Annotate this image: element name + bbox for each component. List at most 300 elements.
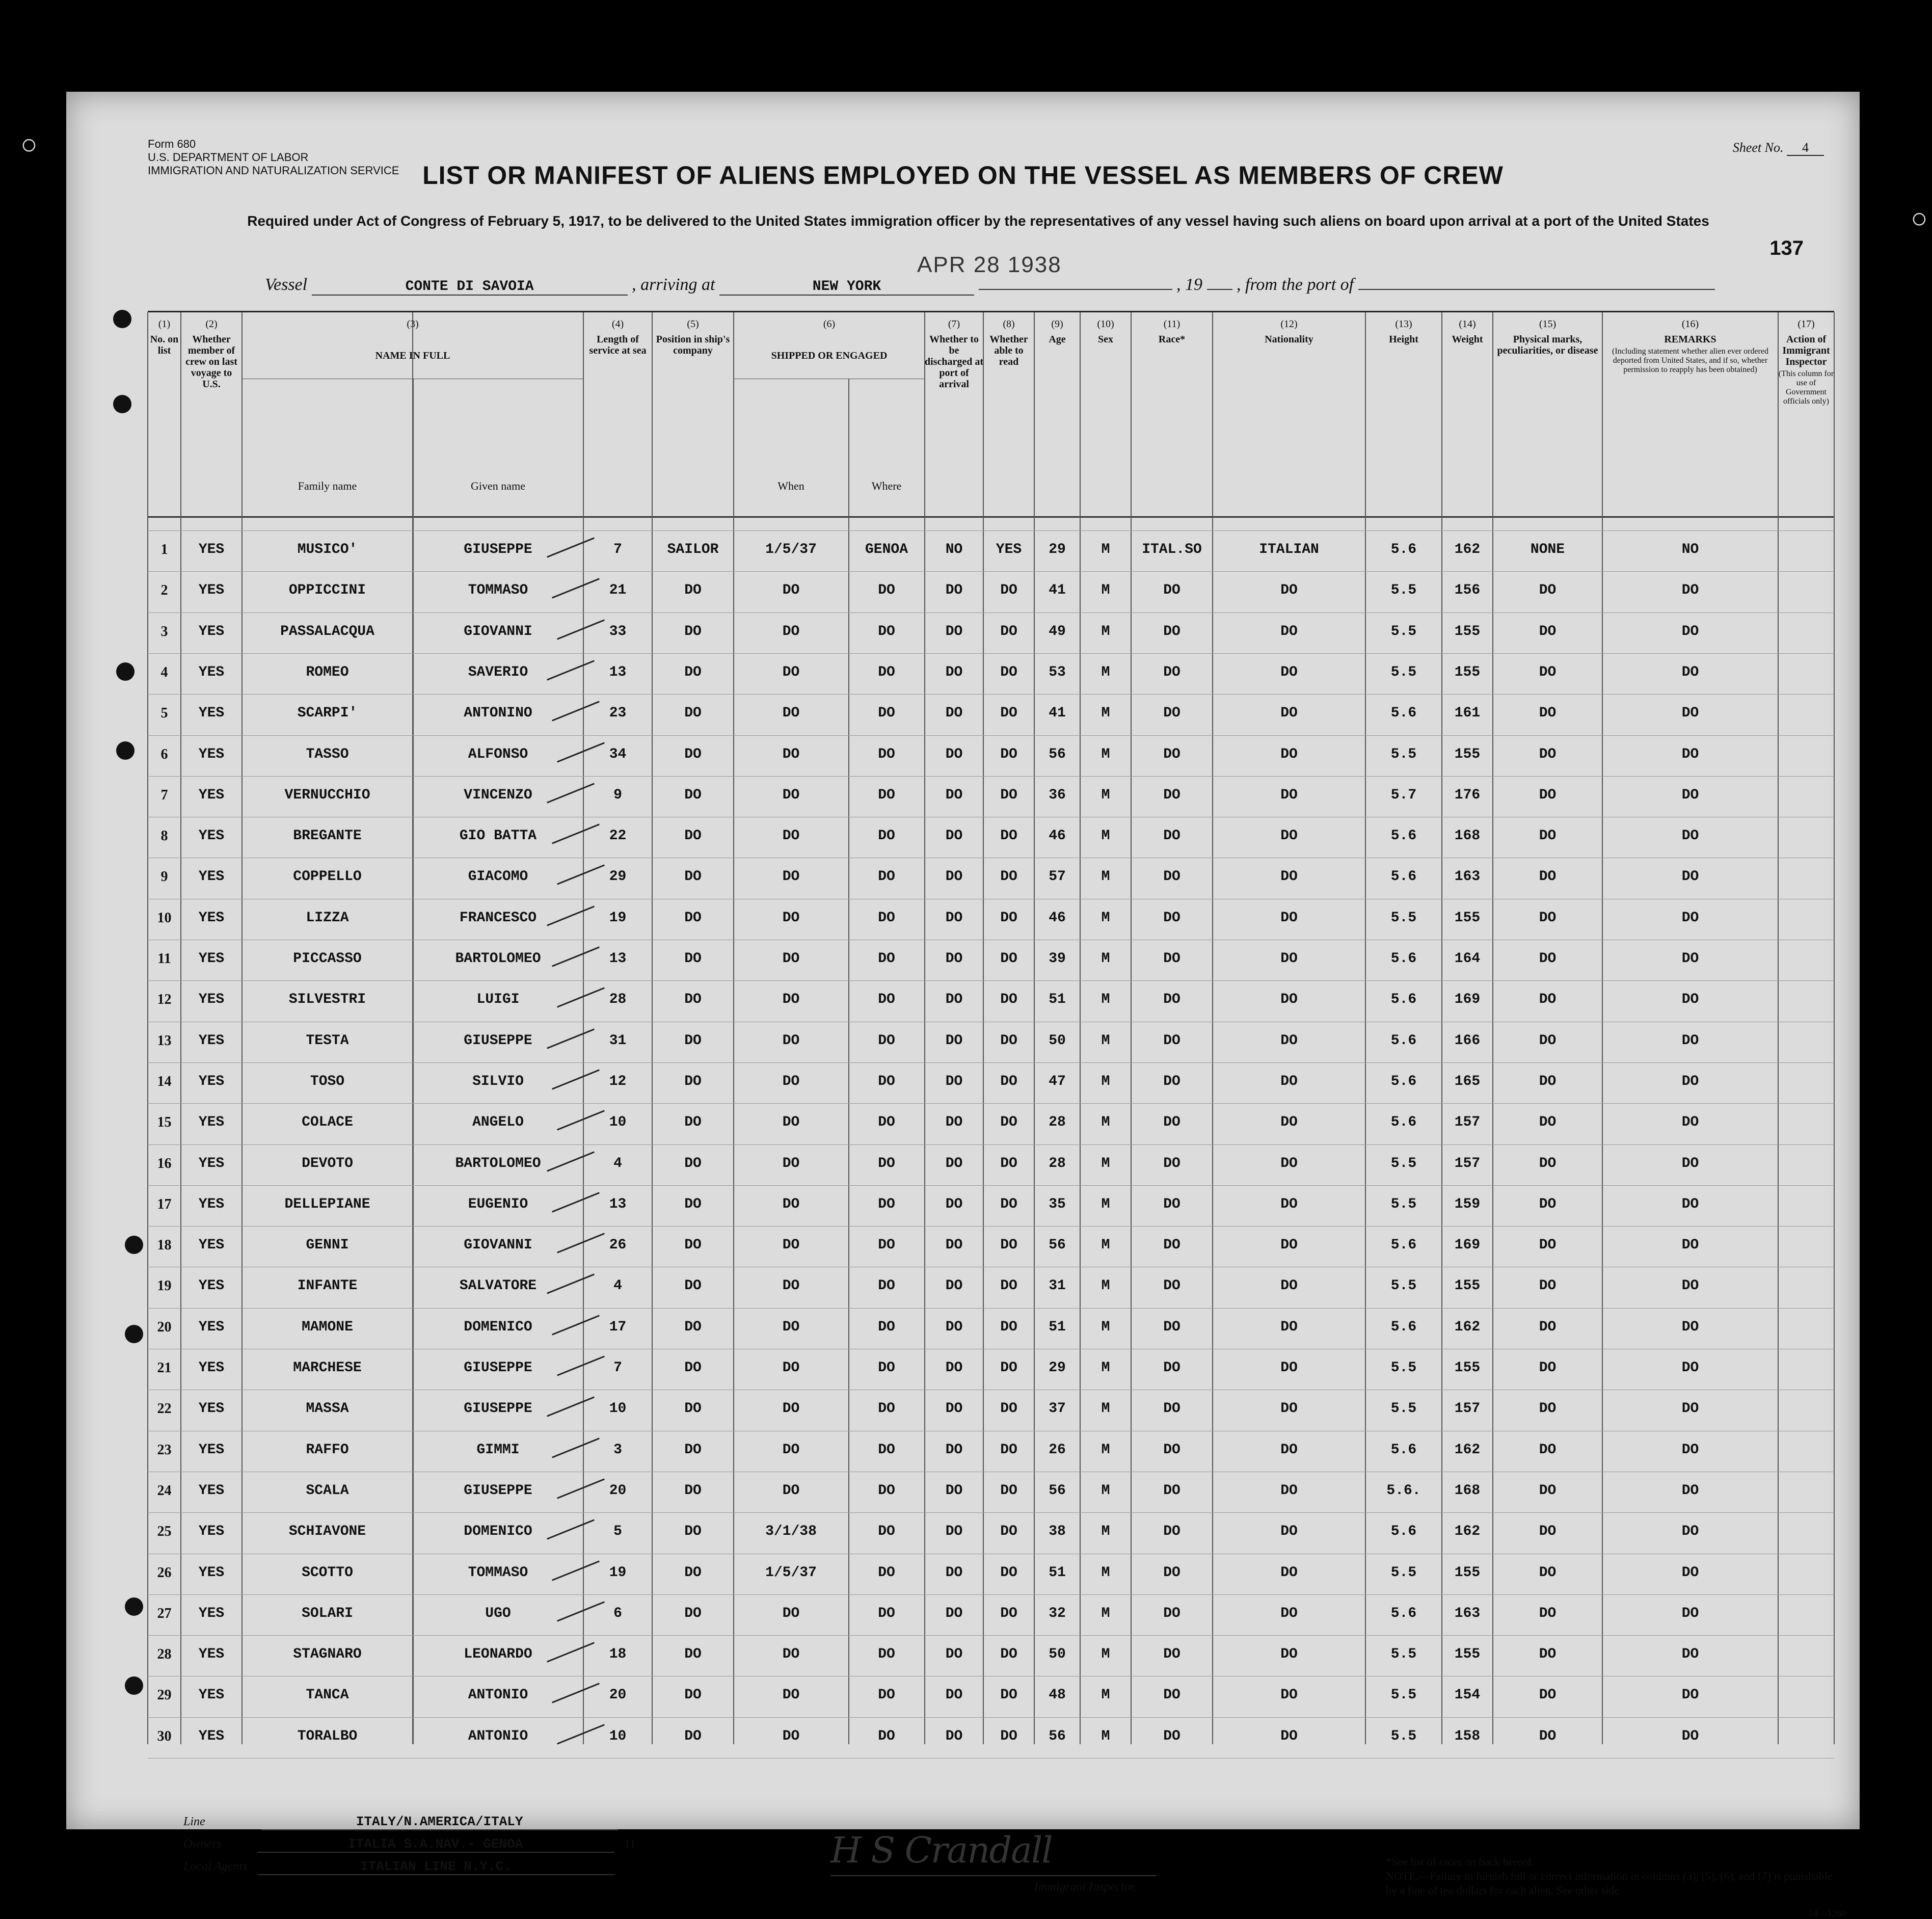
column-number: (1) bbox=[158, 318, 171, 330]
cell-race: DO bbox=[1163, 1073, 1180, 1089]
cell-where: DO bbox=[878, 1360, 895, 1376]
cell-when: DO bbox=[782, 1155, 800, 1171]
cell-weight: 162 bbox=[1454, 1319, 1481, 1335]
cell-nationality: DO bbox=[1280, 1646, 1298, 1663]
cell-where: DO bbox=[878, 1564, 895, 1581]
cell-when: DO bbox=[782, 1687, 800, 1703]
column-subheader: Family name bbox=[298, 479, 357, 492]
cell-weight: 169 bbox=[1454, 992, 1481, 1008]
cell-service: 10 bbox=[609, 1401, 627, 1417]
cell-weight: 155 bbox=[1454, 746, 1481, 762]
column-header bbox=[925, 312, 983, 516]
cell-family: COPPELLO bbox=[293, 869, 362, 885]
cell-height: 5.6 bbox=[1390, 542, 1417, 557]
cell-marks: DO bbox=[1539, 1564, 1557, 1581]
cell-no: 5 bbox=[160, 705, 168, 722]
cell-position: DO bbox=[684, 705, 702, 722]
cell-service: 21 bbox=[609, 582, 627, 599]
cell-family: MUSICO' bbox=[297, 542, 358, 557]
cell-nationality: DO bbox=[1280, 1032, 1298, 1049]
cell-marks: DO bbox=[1539, 1646, 1557, 1663]
cell-weight: 166 bbox=[1454, 1032, 1481, 1049]
cell-nationality: DO bbox=[1280, 1360, 1298, 1376]
cell-height: 5.5 bbox=[1390, 1564, 1417, 1581]
cell-family: TOSO bbox=[310, 1073, 345, 1089]
column-number: (16) bbox=[1681, 318, 1699, 330]
cell-race: DO bbox=[1163, 1278, 1180, 1294]
cell-height: 5.6 bbox=[1390, 1237, 1417, 1254]
cell-age: 41 bbox=[1049, 582, 1066, 599]
cell-sex: M bbox=[1101, 1360, 1110, 1376]
cell-race: DO bbox=[1163, 746, 1180, 762]
cell-weight: 155 bbox=[1454, 1360, 1481, 1376]
column-number: (13) bbox=[1395, 318, 1412, 330]
cell-read: DO bbox=[1000, 582, 1017, 599]
vessel-name: CONTE DI SAVOIA bbox=[312, 279, 628, 296]
cell-nationality: DO bbox=[1280, 1442, 1298, 1458]
cell-marks: DO bbox=[1539, 664, 1557, 680]
cell-read: DO bbox=[1000, 910, 1017, 926]
cell-weight: 157 bbox=[1454, 1401, 1481, 1417]
cell-marks: DO bbox=[1539, 1237, 1557, 1254]
row-line bbox=[148, 1308, 1834, 1309]
cell-age: 51 bbox=[1049, 992, 1066, 1008]
cell-no: 2 bbox=[160, 582, 168, 599]
cell-age: 57 bbox=[1049, 869, 1066, 885]
column-header bbox=[242, 312, 583, 516]
cell-weight: 155 bbox=[1454, 910, 1481, 926]
cell-remarks: DO bbox=[1681, 1687, 1699, 1703]
cell-discharged: DO bbox=[945, 623, 963, 639]
cell-given: GIO BATTA bbox=[459, 828, 537, 844]
cell-sex: M bbox=[1101, 1482, 1110, 1499]
cell-discharged: DO bbox=[945, 1114, 963, 1131]
cell-when: 3/1/38 bbox=[765, 1524, 817, 1540]
cell-race: DO bbox=[1163, 664, 1180, 680]
cell-family: SOLARI bbox=[302, 1605, 353, 1621]
column-header bbox=[148, 312, 181, 516]
cell-given: ANTONIO bbox=[468, 1687, 528, 1703]
cell-weight: 163 bbox=[1454, 869, 1481, 885]
column-header bbox=[1442, 312, 1493, 516]
cell-remarks: DO bbox=[1681, 1196, 1699, 1212]
column-header bbox=[181, 312, 242, 516]
cell-where: DO bbox=[878, 1442, 895, 1458]
cell-height: 5.5 bbox=[1390, 1728, 1417, 1744]
cell-height: 5.6 bbox=[1390, 951, 1417, 967]
cell-discharged: NO bbox=[945, 542, 963, 557]
cell-family: ROMEO bbox=[306, 664, 349, 680]
cell-where: DO bbox=[878, 1646, 895, 1663]
cell-marks: DO bbox=[1539, 746, 1557, 762]
cell-discharged: DO bbox=[945, 910, 963, 926]
cell-nationality: DO bbox=[1280, 828, 1298, 844]
signature-line bbox=[830, 1875, 1157, 1876]
column-label: Action of Immigrant Inspector bbox=[1782, 334, 1830, 367]
cell-read: DO bbox=[1000, 705, 1017, 722]
cell-discharged: DO bbox=[945, 664, 963, 680]
cell-member: YES bbox=[198, 1687, 225, 1703]
cell-no: 3 bbox=[160, 623, 168, 639]
cell-position: DO bbox=[684, 1524, 702, 1540]
cell-sex: M bbox=[1101, 1114, 1110, 1131]
cell-no: 19 bbox=[157, 1278, 172, 1294]
cell-given: FRANCESCO bbox=[459, 910, 537, 926]
cell-weight: 158 bbox=[1454, 1728, 1481, 1744]
cell-where: DO bbox=[878, 951, 895, 967]
cell-when: DO bbox=[782, 1278, 800, 1294]
cell-read: DO bbox=[1000, 1196, 1017, 1212]
cell-remarks: DO bbox=[1681, 787, 1699, 803]
cell-marks: DO bbox=[1539, 1073, 1557, 1089]
binder-hole bbox=[125, 1597, 143, 1616]
cell-family: MAMONE bbox=[302, 1319, 353, 1335]
row-line bbox=[148, 1103, 1834, 1104]
cell-marks: DO bbox=[1539, 1687, 1557, 1703]
cell-marks: DO bbox=[1539, 951, 1557, 967]
agents-label: Local Agents bbox=[183, 1860, 248, 1873]
cell-race: DO bbox=[1163, 1114, 1180, 1131]
cell-nationality: DO bbox=[1280, 664, 1298, 680]
header-divider bbox=[148, 516, 1834, 518]
from-port-blank bbox=[1358, 289, 1715, 290]
cell-remarks: DO bbox=[1681, 1114, 1699, 1131]
cell-discharged: DO bbox=[945, 787, 963, 803]
cell-position: DO bbox=[684, 1032, 702, 1049]
cell-service: 5 bbox=[613, 1524, 622, 1540]
cell-age: 38 bbox=[1049, 1524, 1066, 1540]
cell-read: DO bbox=[1000, 623, 1017, 639]
row-line bbox=[148, 571, 1834, 572]
cell-given: GIUSEPPE bbox=[464, 542, 532, 557]
cell-when: DO bbox=[782, 1360, 800, 1376]
cell-height: 5.6 bbox=[1390, 869, 1417, 885]
column-number: (12) bbox=[1280, 318, 1298, 330]
cell-service: 19 bbox=[609, 1564, 627, 1581]
cell-nationality: DO bbox=[1280, 1524, 1298, 1540]
cell-member: YES bbox=[198, 1319, 225, 1335]
cell-position: DO bbox=[684, 992, 702, 1008]
cell-age: 41 bbox=[1049, 705, 1066, 722]
cell-remarks: DO bbox=[1681, 1564, 1699, 1581]
cell-race: DO bbox=[1163, 1728, 1180, 1744]
cell-race: DO bbox=[1163, 992, 1180, 1008]
cell-age: 50 bbox=[1049, 1646, 1066, 1663]
column-label: Race* bbox=[1158, 334, 1186, 345]
page-title: LIST OR MANIFEST OF ALIENS EMPLOYED ON THE VESSEL AS MEMBERS OF CREW bbox=[422, 161, 1504, 190]
cell-family: SILVESTRI bbox=[288, 992, 366, 1008]
cell-where: DO bbox=[878, 1155, 895, 1171]
cell-discharged: DO bbox=[945, 1237, 963, 1254]
edge-mark-right: ○ bbox=[1911, 202, 1928, 234]
cell-remarks: DO bbox=[1681, 992, 1699, 1008]
cell-service: 19 bbox=[609, 910, 627, 926]
cell-when: DO bbox=[782, 1605, 800, 1621]
cell-discharged: DO bbox=[945, 1032, 963, 1049]
cell-family: SCOTTO bbox=[302, 1564, 353, 1581]
manifest-sheet bbox=[66, 92, 1860, 1918]
cell-family: STAGNARO bbox=[293, 1646, 362, 1663]
cell-member: YES bbox=[198, 1524, 225, 1540]
cell-read: DO bbox=[1000, 951, 1017, 967]
arrival-date-blank bbox=[979, 289, 1172, 290]
arriving-port: NEW YORK bbox=[719, 279, 974, 296]
cell-no: 20 bbox=[157, 1319, 172, 1335]
cell-given: ANGELO bbox=[472, 1114, 524, 1131]
cell-member: YES bbox=[198, 623, 225, 639]
column-number: (17) bbox=[1797, 318, 1815, 330]
column-divider bbox=[1834, 312, 1835, 1744]
cell-age: 56 bbox=[1049, 1482, 1066, 1499]
cell-height: 5.6 bbox=[1390, 1032, 1417, 1049]
cell-member: YES bbox=[198, 828, 225, 844]
cell-position: DO bbox=[684, 1605, 702, 1621]
row-line bbox=[148, 653, 1834, 654]
cell-where: DO bbox=[878, 1237, 895, 1254]
cell-age: 31 bbox=[1049, 1278, 1066, 1294]
column-number: (3) bbox=[407, 318, 419, 330]
cell-remarks: DO bbox=[1681, 664, 1699, 680]
vessel-label: Vessel bbox=[265, 275, 308, 294]
cell-nationality: DO bbox=[1280, 1196, 1298, 1212]
cell-position: DO bbox=[684, 1155, 702, 1171]
cell-member: YES bbox=[198, 1278, 225, 1294]
cell-where: DO bbox=[878, 1278, 895, 1294]
cell-no: 16 bbox=[157, 1155, 172, 1171]
cell-sex: M bbox=[1101, 1564, 1110, 1581]
cell-family: COLACE bbox=[302, 1114, 353, 1131]
cell-where: DO bbox=[878, 746, 895, 762]
column-number: (14) bbox=[1459, 318, 1476, 330]
cell-family: TESTA bbox=[306, 1032, 349, 1049]
cell-where: DO bbox=[878, 664, 895, 680]
column-number: (15) bbox=[1539, 318, 1557, 330]
cell-read: DO bbox=[1000, 1319, 1017, 1335]
cell-when: DO bbox=[782, 1646, 800, 1663]
column-subheader: When bbox=[777, 479, 804, 492]
cell-weight: 176 bbox=[1454, 787, 1481, 803]
cell-service: 34 bbox=[609, 746, 627, 762]
cell-when: DO bbox=[782, 828, 800, 844]
cell-member: YES bbox=[198, 1605, 225, 1621]
cell-weight: 162 bbox=[1454, 1442, 1481, 1458]
column-header bbox=[583, 312, 652, 516]
cell-race: DO bbox=[1163, 1524, 1180, 1540]
cell-where: DO bbox=[878, 1032, 895, 1049]
cell-nationality: DO bbox=[1280, 1482, 1298, 1499]
cell-weight: 155 bbox=[1454, 1564, 1481, 1581]
cell-service: 13 bbox=[609, 1196, 627, 1212]
cell-when: DO bbox=[782, 1073, 800, 1089]
column-number: (9) bbox=[1051, 318, 1063, 330]
cell-service: 7 bbox=[613, 542, 622, 557]
cell-age: 56 bbox=[1049, 1728, 1066, 1744]
column-header bbox=[652, 312, 734, 516]
owners-label: Owners bbox=[183, 1837, 222, 1851]
cell-read: DO bbox=[1000, 664, 1017, 680]
vessel-line bbox=[265, 275, 1715, 296]
cell-read: DO bbox=[1000, 1278, 1017, 1294]
cell-remarks: DO bbox=[1681, 1524, 1699, 1540]
cell-marks: DO bbox=[1539, 1155, 1557, 1171]
cell-height: 5.5 bbox=[1390, 1401, 1417, 1417]
cell-where: DO bbox=[878, 705, 895, 722]
cell-nationality: ITALIAN bbox=[1259, 542, 1319, 557]
cell-where: DO bbox=[878, 1319, 895, 1335]
cell-position: DO bbox=[684, 1442, 702, 1458]
column-note: (This column for use of Government officials only) bbox=[1778, 369, 1834, 406]
cell-remarks: DO bbox=[1681, 1401, 1699, 1417]
cell-family: DEVOTO bbox=[302, 1155, 353, 1171]
cell-height: 5.5 bbox=[1390, 664, 1417, 680]
cell-remarks: DO bbox=[1681, 1319, 1699, 1335]
cell-discharged: DO bbox=[945, 1564, 963, 1581]
sheet-number bbox=[1733, 140, 1824, 155]
cell-family: RAFFO bbox=[306, 1442, 349, 1458]
column-label: Whether able to read bbox=[989, 334, 1028, 367]
cell-family: TASSO bbox=[306, 746, 349, 762]
cell-when: DO bbox=[782, 1728, 800, 1744]
cell-weight: 169 bbox=[1454, 1237, 1481, 1254]
column-header bbox=[1080, 312, 1131, 516]
cell-height: 5.6 bbox=[1390, 1442, 1417, 1458]
cell-nationality: DO bbox=[1280, 1073, 1298, 1089]
cell-remarks: DO bbox=[1681, 869, 1699, 885]
cell-service: 3 bbox=[613, 1442, 622, 1458]
cell-when: DO bbox=[782, 664, 800, 680]
cell-sex: M bbox=[1101, 1319, 1110, 1335]
column-header bbox=[1365, 312, 1442, 516]
cell-weight: 168 bbox=[1454, 1482, 1481, 1499]
cell-discharged: DO bbox=[945, 1728, 963, 1744]
cell-given: TOMMASO bbox=[468, 582, 528, 599]
fine-note: NOTE.—Failure to furnish full or correct information in columns (3), (5), (6), and (7) is punishable by a fine of ten dollars for each alien. See other side. bbox=[1386, 1870, 1833, 1897]
cell-member: YES bbox=[198, 1237, 225, 1254]
cell-read: DO bbox=[1000, 1237, 1017, 1254]
cell-member: YES bbox=[198, 1728, 225, 1744]
cell-when: DO bbox=[782, 1319, 800, 1335]
cell-race: DO bbox=[1163, 787, 1180, 803]
cell-age: 48 bbox=[1049, 1687, 1066, 1703]
cell-age: 29 bbox=[1049, 542, 1066, 557]
cell-marks: DO bbox=[1539, 1442, 1557, 1458]
edge-mark-left: ○ bbox=[20, 128, 38, 160]
cell-given: VINCENZO bbox=[464, 787, 532, 803]
cell-sex: M bbox=[1101, 1442, 1110, 1458]
cell-age: 47 bbox=[1049, 1073, 1066, 1089]
cell-where: DO bbox=[878, 787, 895, 803]
row-line bbox=[148, 1717, 1834, 1718]
cell-sex: M bbox=[1101, 1687, 1110, 1703]
cell-discharged: DO bbox=[945, 1524, 963, 1540]
cell-sex: M bbox=[1101, 705, 1110, 722]
year-label: , 19 bbox=[1176, 275, 1202, 294]
cell-discharged: DO bbox=[945, 1401, 963, 1417]
cell-age: 50 bbox=[1049, 1032, 1066, 1049]
cell-family: SCARPI' bbox=[297, 705, 358, 722]
cell-given: SAVERIO bbox=[468, 664, 528, 680]
year-blank bbox=[1207, 289, 1232, 290]
cell-given: SILVIO bbox=[472, 1073, 524, 1089]
cell-remarks: DO bbox=[1681, 623, 1699, 639]
cell-age: 53 bbox=[1049, 664, 1066, 680]
cell-remarks: DO bbox=[1681, 1728, 1699, 1744]
cell-discharged: DO bbox=[945, 582, 963, 599]
cell-where: DO bbox=[878, 623, 895, 639]
cell-given: GIUSEPPE bbox=[464, 1482, 532, 1499]
cell-height: 5.5 bbox=[1390, 1687, 1417, 1703]
cell-no: 9 bbox=[160, 869, 168, 885]
cell-where: DO bbox=[878, 869, 895, 885]
column-label: Weight bbox=[1452, 334, 1483, 345]
cell-family: LIZZA bbox=[306, 910, 349, 926]
sheet-number-value: 4 bbox=[1787, 140, 1824, 156]
cell-no: 22 bbox=[157, 1401, 172, 1417]
cell-member: YES bbox=[198, 951, 225, 967]
date-stamp: APR 28 1938 bbox=[917, 252, 1062, 277]
cell-service: 9 bbox=[613, 787, 622, 803]
page-number: 137 bbox=[1769, 237, 1804, 259]
cell-sex: M bbox=[1101, 1605, 1110, 1621]
cell-sex: M bbox=[1101, 1196, 1110, 1212]
cell-service: 33 bbox=[609, 623, 627, 639]
cell-remarks: DO bbox=[1681, 1155, 1699, 1171]
cell-sex: M bbox=[1101, 787, 1110, 803]
column-label: Sex bbox=[1098, 334, 1113, 345]
cell-given: LEONARDO bbox=[464, 1646, 532, 1663]
cell-when: 1/5/37 bbox=[765, 1564, 817, 1581]
cell-height: 5.5 bbox=[1390, 1155, 1417, 1171]
cell-age: 51 bbox=[1049, 1564, 1066, 1581]
cell-age: 46 bbox=[1049, 910, 1066, 926]
cell-position: DO bbox=[684, 1564, 702, 1581]
cell-sex: M bbox=[1101, 910, 1110, 926]
cell-when: DO bbox=[782, 1482, 800, 1499]
cell-sex: M bbox=[1101, 1032, 1110, 1049]
form-number: Form 680 bbox=[148, 138, 196, 150]
row-line bbox=[148, 612, 1834, 613]
cell-sex: M bbox=[1101, 1073, 1110, 1089]
cell-read: DO bbox=[1000, 1564, 1017, 1581]
cell-height: 5.5 bbox=[1390, 1646, 1417, 1663]
cell-position: DO bbox=[684, 1360, 702, 1376]
cell-no: 26 bbox=[157, 1564, 172, 1581]
cell-marks: DO bbox=[1539, 1728, 1557, 1744]
cell-discharged: DO bbox=[945, 1646, 963, 1663]
cell-service: 18 bbox=[609, 1646, 627, 1663]
cell-discharged: DO bbox=[945, 1278, 963, 1294]
cell-service: 20 bbox=[609, 1482, 627, 1499]
row-line bbox=[148, 735, 1834, 736]
cell-sex: M bbox=[1101, 582, 1110, 599]
cell-given: GIMMI bbox=[476, 1442, 520, 1458]
cell-member: YES bbox=[198, 992, 225, 1008]
cell-race: DO bbox=[1163, 1032, 1180, 1049]
column-label: Length of service at sea bbox=[589, 334, 647, 356]
cell-when: DO bbox=[782, 705, 800, 722]
cell-read: DO bbox=[1000, 992, 1017, 1008]
cell-age: 35 bbox=[1049, 1196, 1066, 1212]
cell-no: 21 bbox=[157, 1360, 172, 1376]
cell-sex: M bbox=[1101, 746, 1110, 762]
owners-mark: 11 bbox=[624, 1837, 636, 1851]
column-number: (5) bbox=[687, 318, 699, 330]
cell-remarks: DO bbox=[1681, 1482, 1699, 1499]
column-subheader: Given name bbox=[471, 479, 525, 492]
cell-member: YES bbox=[198, 582, 225, 599]
cell-remarks: DO bbox=[1681, 746, 1699, 762]
cell-sex: M bbox=[1101, 1155, 1110, 1171]
